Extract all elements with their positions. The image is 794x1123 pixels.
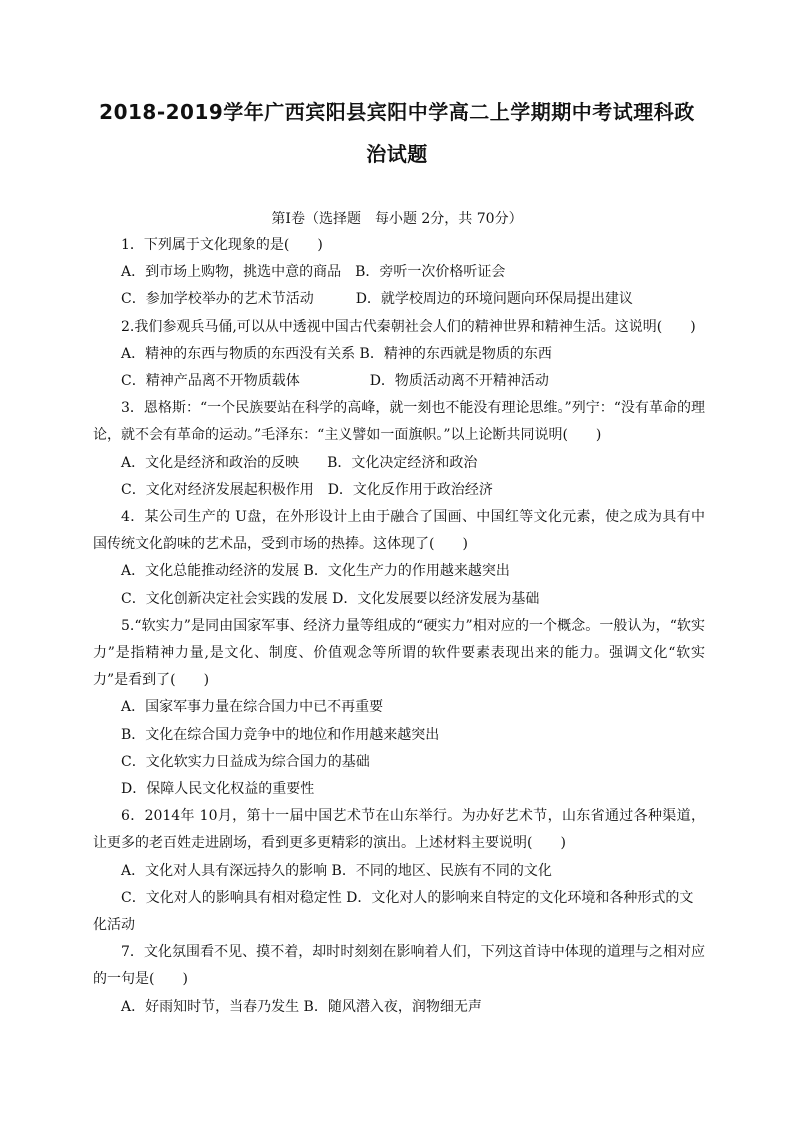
question-stem: 6．2014年 10月，第十一届中国艺术节在山东举行。为办好艺术节，山东省通过各种渠道，让更多的老百姓走进剧场，看到更多更精彩的演出。上述材料主要说明( ) [93,808,705,852]
option-line: D．保障人民文化权益的重要性 [121,781,315,798]
question-2 [93,314,705,396]
question-stem: 1．下列属于文化现象的是( ) [121,237,323,253]
option-line: A．文化对人具有深远持久的影响 B．不同的地区、民族有不同的文化 [121,862,552,879]
option-line: A．精神的东西与物质的东西没有关系 B．精神的东西就是物质的东西 [121,345,552,362]
option-line: A．文化是经济和政治的反映 B．文化决定经济和政治 [121,454,478,471]
option-line: A．到市场上购物，挑选中意的商品 B．旁听一次价格听证会 [121,264,506,281]
question-stem: 4．某公司生产的 U盘，在外形设计上由于融合了国画、中国红等文化元素，使之成为具有中国传统文化韵味的艺术品，受到市场的热捧。这体现了( ) [93,509,705,553]
question-4 [93,504,705,613]
option-line: C．文化软实力日益成为综合国力的基础 [121,753,370,770]
option-line: C．文化对经济发展起积极作用 D．文化反作用于政治经济 [121,481,493,498]
option-line: C．文化对人的影响具有相对稳定性 D．文化对人的影响来自特定的文化环境和各种形式的文化活动 [93,889,694,934]
option-line: B．文化在综合国力竞争中的地位和作用越来越突出 [121,726,440,743]
option-line: C．文化创新决定社会实践的发展 D．文化发展要以经济发展为基础 [121,590,540,607]
question-7 [93,939,705,1021]
option-line: C．参加学校举办的艺术节活动 D．就学校周边的环境问题向环保局提出建议 [121,291,633,308]
question-6 [93,803,705,939]
option-line: C．精神产品离不开物质载体 D．物质活动离不开精神活动 [121,373,549,390]
question-stem: 5.“软实力”是同由国家军事、经济力量等组成的“硬实力”相对应的一个概念。一般认为，“软实力”是指精神力量,是文化、制度、价值观念等所谓的软件要素表现出来的能力。强调文化“软实力”是看到了( ) [93,617,705,689]
question-stem: 3．恩格斯：“一个民族要站在科学的高峰，就一刻也不能没有理论思维。”列宁：“没有革命的理论，就不会有革命的运动。”毛泽东：“主义譬如一面旗帜。”以上论断共同说明( ) [93,400,705,444]
option-line: A．文化总能推动经济的发展 B．文化生产力的作用越来越突出 [121,563,510,580]
question-stem: 7．文化氛围看不见、摸不着，却时时刻刻在影响着人们，下列这首诗中体现的道理与之相对应的一句是( ) [93,944,705,988]
option-line: A．好雨知时节，当春乃发生 B．随风潜入夜，润物细无声 [121,998,482,1015]
question-1 [93,232,705,314]
exam-title-line2: 治试题 [366,142,428,166]
exam-title-line1: 2018-2019学年广西宾阳县宾阳中学高二上学期期中考试理科政 [99,100,695,124]
question-list [93,232,705,1021]
section-header: 第Ⅰ卷（选择题 每小题 2分，共 70分） [271,211,523,227]
option-line: A．国家军事力量在综合国力中已不再重要 [121,699,384,716]
question-3 [93,395,705,504]
question-5 [93,613,705,803]
question-stem: 2.我们参观兵马俑,可以从中透视中国古代秦朝社会人们的精神世界和精神生活。这说明( ) [121,318,696,335]
